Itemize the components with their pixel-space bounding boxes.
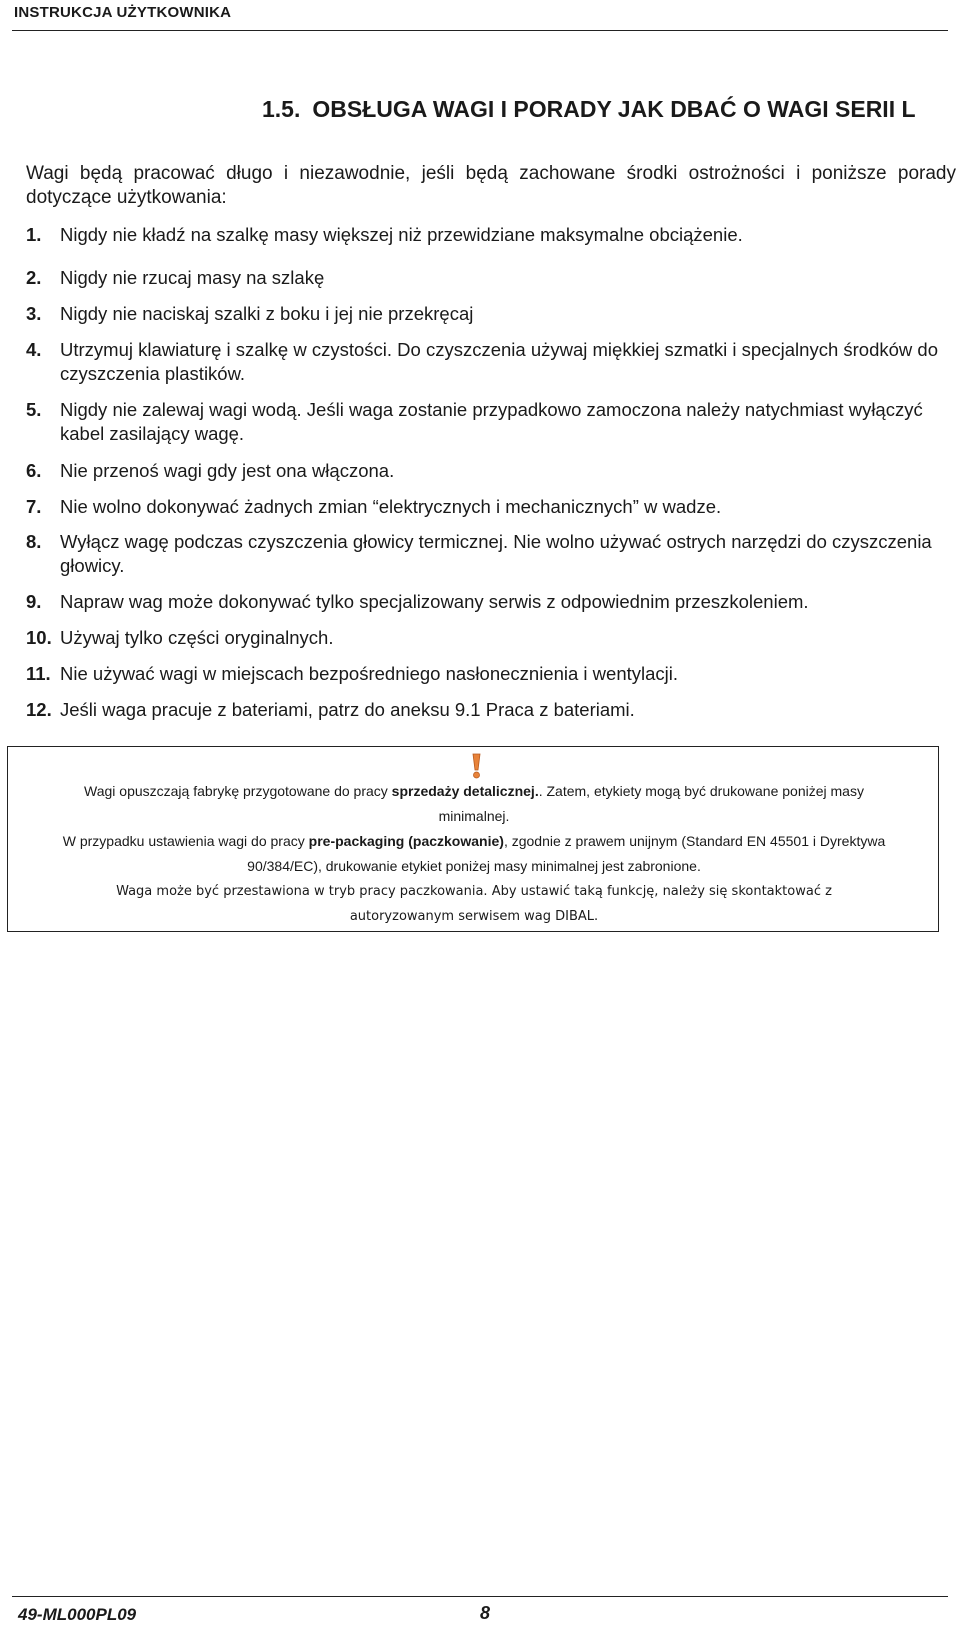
notice-box (7, 746, 939, 932)
list-item (26, 459, 946, 483)
notice-text: . Zatem, etykiety mogą być drukowane poniżej masy (538, 783, 864, 799)
notice-paragraph-3-line-2: autoryzowanym serwisem wag DIBAL. (349, 909, 599, 924)
warning-exclamation-icon (468, 753, 484, 779)
list-item-number: 1. (26, 224, 42, 245)
list-item-number: 5. (26, 399, 42, 420)
list-item-text: Nigdy nie zalewaj wagi wodą. Jeśli waga zostanie przypadkowo zamoczona należy natychmiast wyłączyć kabel zasilający wagę. (60, 399, 923, 444)
list-item-text: Wyłącz wagę podczas czyszczenia głowicy termicznej. Nie wolno używać ostrych narzędzi do czyszczenia głowicy. (60, 531, 932, 576)
list-item-number: 4. (26, 339, 42, 360)
list-item-number: 10. (26, 627, 52, 648)
list-item-text: Nigdy nie naciskaj szalki z boku i jej nie przekręcaj (60, 303, 474, 324)
list-item (26, 338, 946, 386)
page-number: 8 (480, 1603, 491, 1623)
notice-text: Wagi opuszczają fabrykę przygotowane do pracy (84, 783, 392, 799)
list-item-text: Jeśli waga pracuje z bateriami, patrz do aneksu 9.1 Praca z bateriami. (60, 699, 635, 720)
list-item-text: Napraw wag może dokonywać tylko specjalizowany serwis z odpowiednim przeszkoleniem. (60, 591, 809, 612)
list-item (26, 266, 946, 290)
notice-text: W przypadku ustawienia wagi do pracy (62, 833, 309, 849)
notice-paragraph-1 (8, 779, 940, 804)
notice-bold-text: pre-packaging (paczkowanie) (308, 833, 504, 849)
section-title (262, 96, 916, 123)
list-item-text: Nie używać wagi w miejscach bezpośredniego nasłonecznienia i wentylacji. (60, 663, 679, 684)
notice-bold-text: sprzedaży detalicznej. (391, 783, 539, 799)
list-item (26, 495, 946, 519)
page-header (12, 0, 948, 31)
section-title-text: OBSŁUGA WAGI I PORADY JAK DBAĆ O WAGI SERII L (312, 96, 916, 122)
list-item (26, 530, 946, 578)
list-item-text: Nie przenoś wagi gdy jest ona włączona. (60, 460, 395, 481)
list-item (26, 698, 946, 722)
list-item-text: Nigdy nie kładź na szalkę masy większej niż przewidziane maksymalne obciążenie. (60, 224, 743, 245)
list-item-text: Nie wolno dokonywać żadnych zmian “elektrycznych i mechanicznych” w wadze. (60, 496, 722, 517)
intro-paragraph: Wagi będą pracować długo i niezawodnie, jeśli będą zachowane środki ostrożności i poniższe porady dotyczące użytkowania: (26, 163, 956, 208)
notice-paragraph-3: Waga może być przestawiona w tryb pracy paczkowania. Aby ustawić taką funkcję, należy się skontaktować z (116, 884, 832, 899)
list-item-text: Utrzymuj klawiaturę i szalkę w czystości. Do czyszczenia używaj miękkiej szmatki i specjalnych środków do czyszczenia plastików. (60, 339, 938, 384)
notice-paragraph-1-line-2: minimalnej. (438, 808, 510, 824)
list-item (26, 223, 946, 247)
list-item (26, 626, 946, 650)
notice-text: , zgodnie z prawem unijnym (Standard EN 45501 i Dyrektywa (503, 833, 886, 849)
list-item (26, 662, 946, 686)
notice-paragraph-2-line-2: 90/384/EC), drukowanie etykiet poniżej masy minimalnej jest zabronione. (247, 858, 701, 874)
list-item (26, 302, 946, 326)
list-item-number: 2. (26, 267, 42, 288)
list-item-number: 6. (26, 460, 42, 481)
list-item-text: Nigdy nie rzucaj masy na szlakę (60, 267, 325, 288)
notice-paragraph-2 (8, 829, 940, 854)
list-item-text: Używaj tylko części oryginalnych. (60, 627, 334, 648)
list-item-number: 3. (26, 303, 42, 324)
list-item (26, 398, 946, 446)
list-item-number: 9. (26, 591, 42, 612)
header-title: INSTRUKCJA UŻYTKOWNIKA (14, 4, 232, 21)
list-item-number: 11. (26, 663, 51, 684)
document-code: 49-ML000PL09 (18, 1605, 137, 1624)
section-number: 1.5. (262, 96, 301, 122)
list-item-number: 12. (26, 699, 52, 720)
list-item-number: 8. (26, 531, 42, 552)
list-item (26, 590, 946, 614)
list-item-number: 7. (26, 496, 42, 517)
